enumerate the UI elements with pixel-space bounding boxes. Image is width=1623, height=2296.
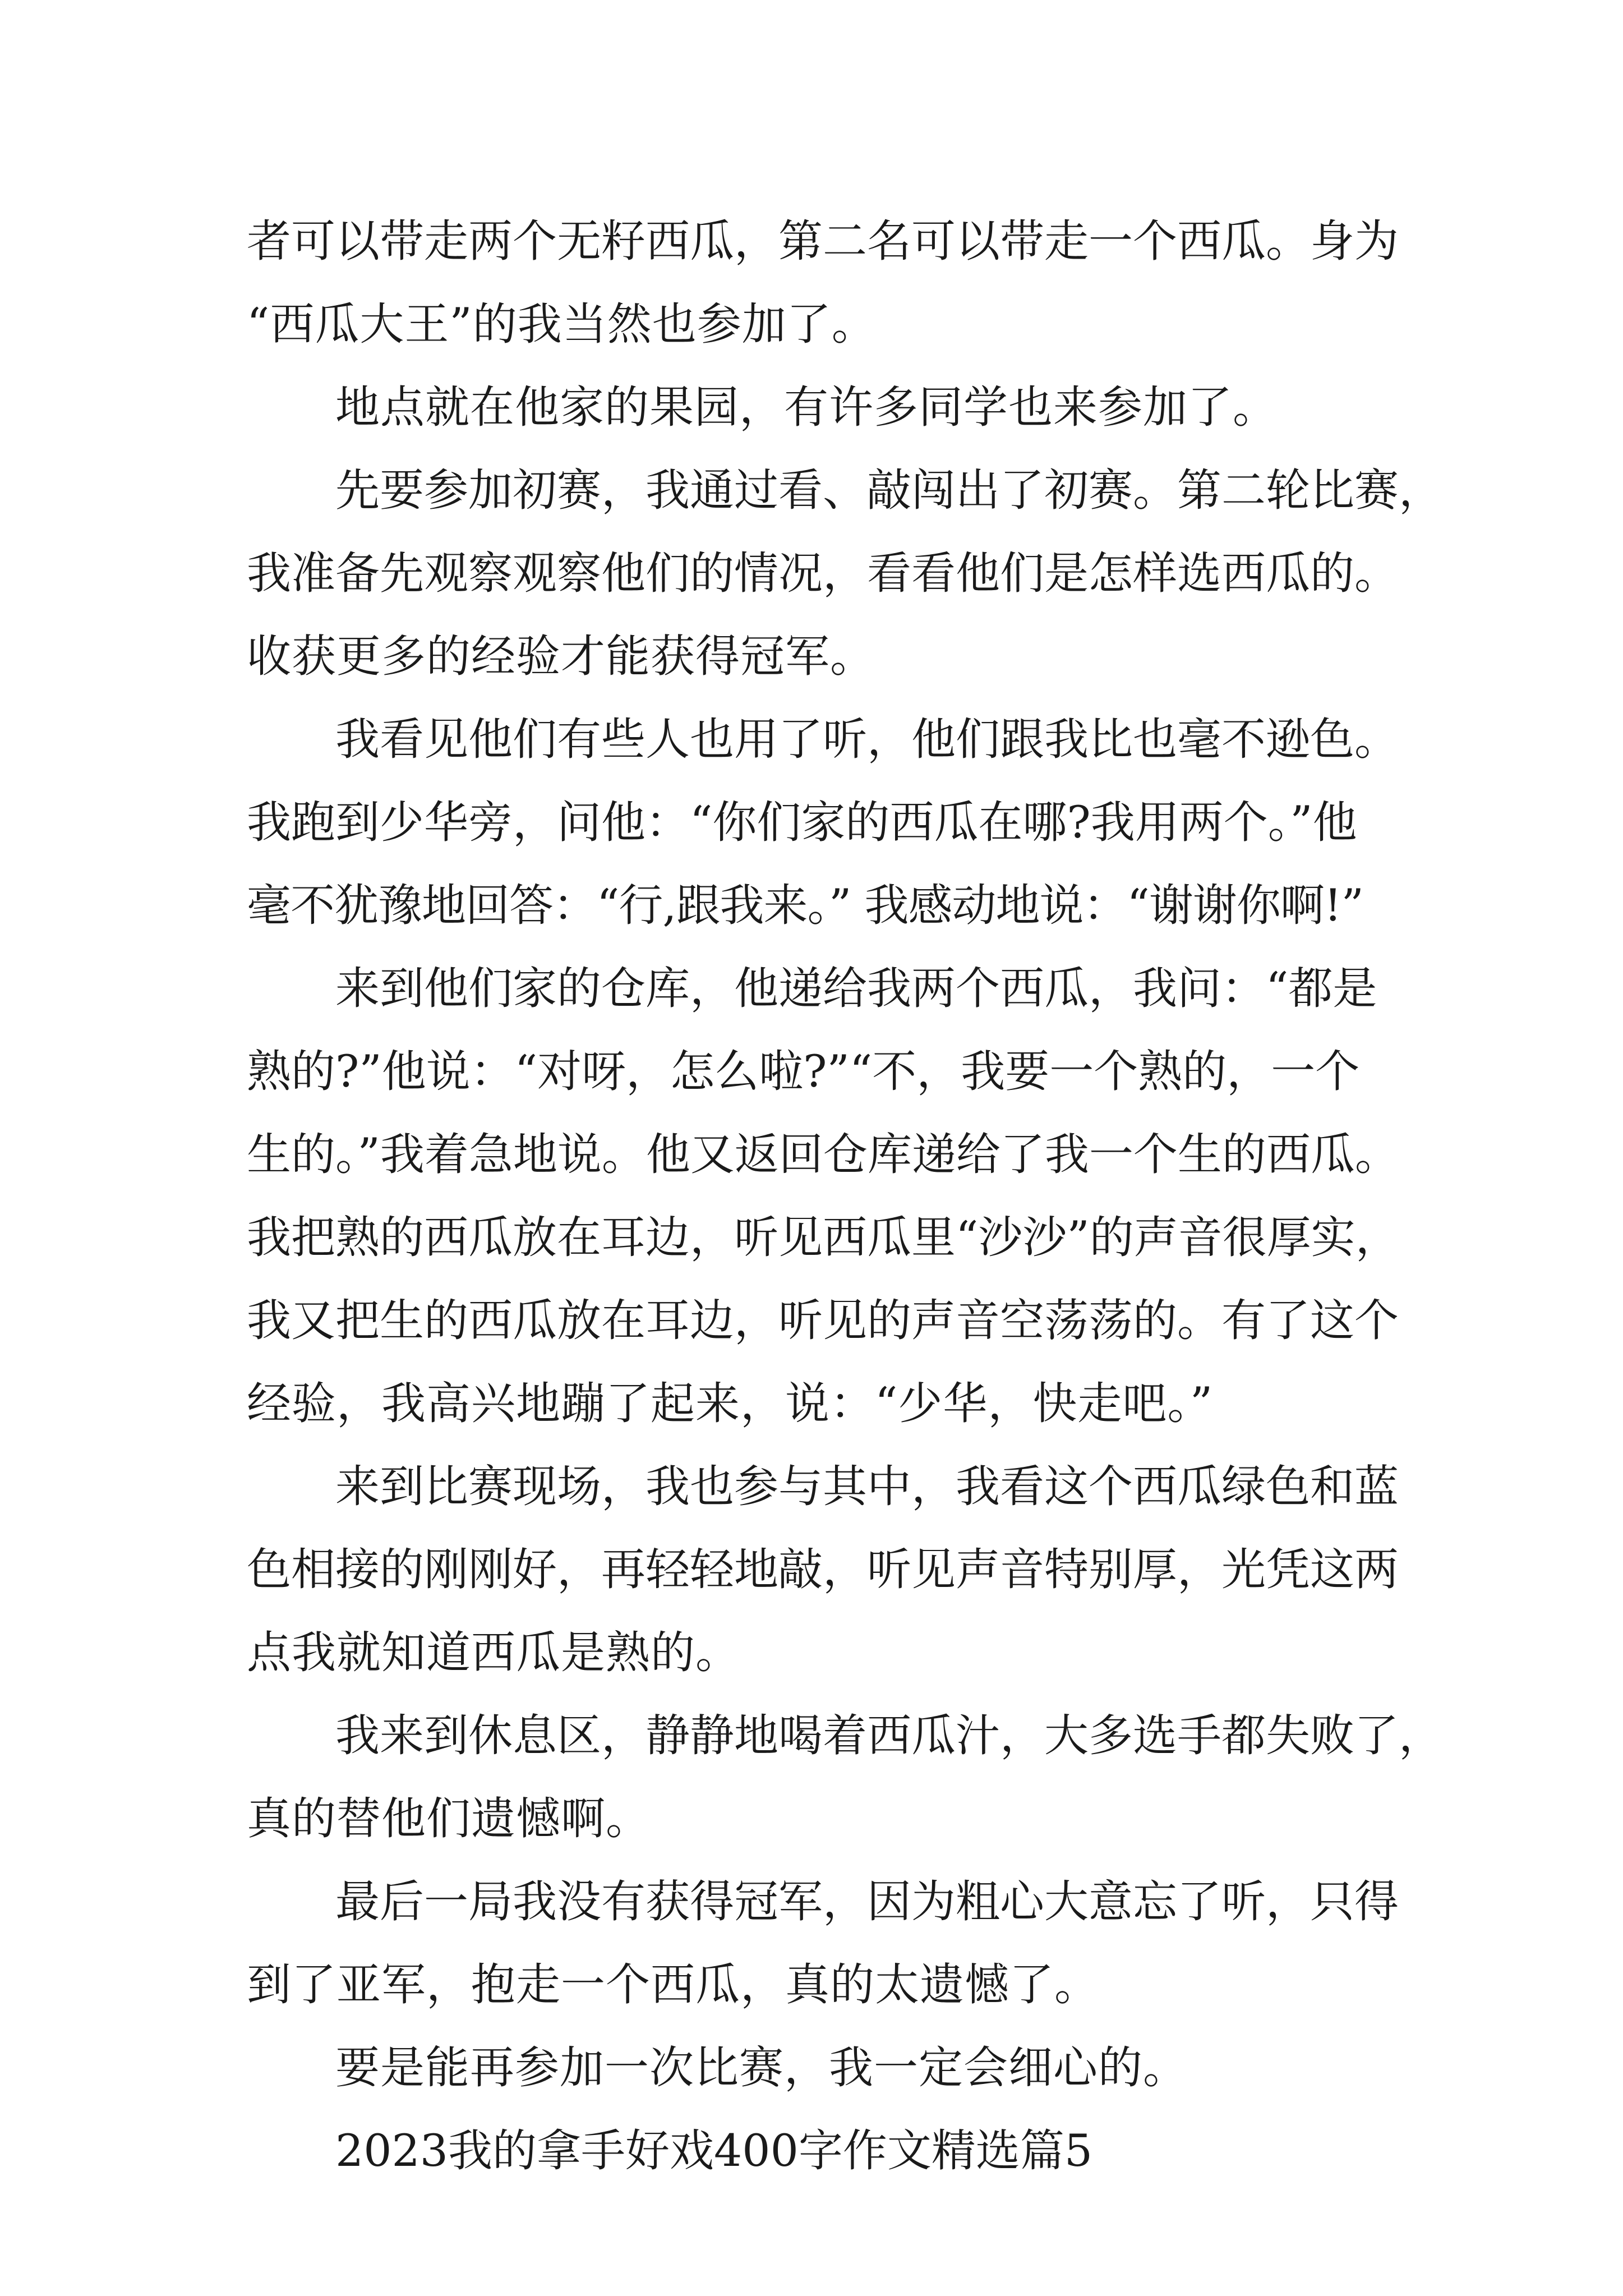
text-line: 色相接的刚刚好，再轻轻地敲，听见声音特别厚，光凭这两 (247, 1544, 1399, 1595)
text-line: 毫不犹豫地回答：“行,跟我来。” 我感动地说：“谢谢你啊!” (247, 880, 1364, 931)
text-line: 我跑到少华旁，问他：“你们家的西瓜在哪?我用两个。”他 (247, 797, 1357, 848)
text-line: 最后一局我没有获得冠军，因为粗心大意忘了听，只得 (335, 1876, 1399, 1927)
text-line: 生的。”我着急地说。他又返回仓库递给了我一个生的西瓜。 (247, 1129, 1399, 1180)
text-line: 先要参加初赛，我通过看、敲闯出了初赛。第二轮比赛， (335, 464, 1443, 516)
text-line: 要是能再参加一次比赛，我一定会细心的。 (335, 2042, 1188, 2093)
text-line: 点我就知道西瓜是熟的。 (247, 1627, 740, 1678)
text-line: 到了亚军，抱走一个西瓜，真的太遗憾了。 (247, 1959, 1099, 2010)
text-line: 地点就在他家的果园，有许多同学也来参加了。 (335, 381, 1278, 433)
text-line: 我把熟的西瓜放在耳边，听见西瓜里“沙沙”的声音很厚实， (247, 1212, 1400, 1263)
section-heading: 2023我的拿手好戏400字作文精选篇5 (335, 2125, 1093, 2177)
text-line: 者可以带走两个无籽西瓜，第二名可以带走一个西瓜。身为 (247, 215, 1399, 267)
text-line: 来到他们家的仓库，他递给我两个西瓜，我问：“都是 (335, 963, 1377, 1014)
text-line: 经验，我高兴地蹦了起来，说：“少华，快走吧。” (247, 1378, 1214, 1429)
text-line: 收获更多的经验才能获得冠军。 (247, 631, 875, 682)
text-line: 我准备先观察观察他们的情况，看看他们是怎样选西瓜的。 (247, 547, 1399, 599)
text-line: “西瓜大王”的我当然也参加了。 (247, 298, 877, 350)
text-line: 来到比赛现场，我也参与其中，我看这个西瓜绿色和蓝 (335, 1461, 1399, 1512)
text-line: 我又把生的西瓜放在耳边，听见的声音空荡荡的。有了这个 (247, 1295, 1399, 1346)
text-line: 真的替他们遗憾啊。 (247, 1793, 651, 1844)
text-line: 我看见他们有些人也用了听，他们跟我比也毫不逊色。 (335, 714, 1399, 765)
document-body (247, 200, 1443, 2192)
text-line: 熟的?”他说：“对呀，怎么啦?”“不，我要一个熟的，一个 (247, 1046, 1360, 1097)
text-line: 我来到休息区，静静地喝着西瓜汁，大多选手都失败了， (335, 1710, 1443, 1761)
